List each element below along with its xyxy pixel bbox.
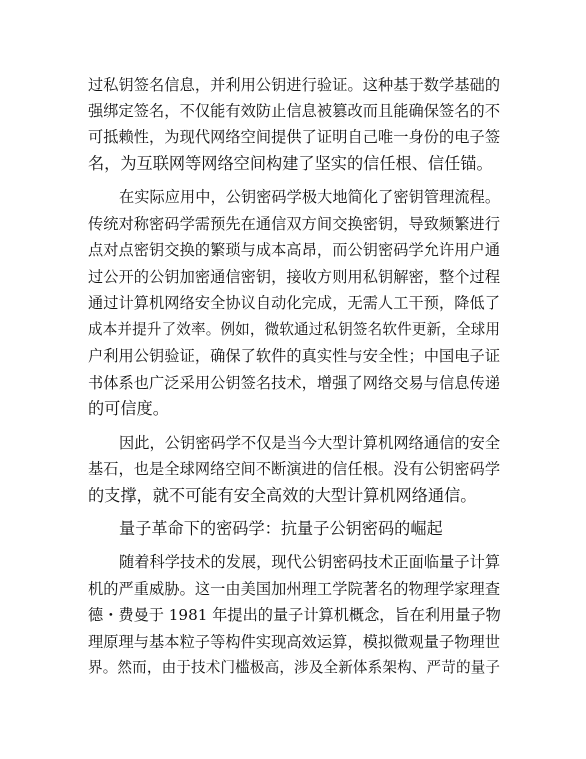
paragraph-first-line: 因此，公钥密码学不仅是当今大型计算机网络通信的安全 [119,434,500,452]
text-line: 过公开的公钥加密通信密钥，接收方则用私钥解密，整个过程 [88,268,500,286]
text-line: 通过计算机网络安全协议自动化完成，无需人工干预，降低了 [88,294,500,312]
text-line: 理原理与基本粒子等构件实现高效运算，模拟微观量子物理世 [88,633,500,651]
text-line: 过私钥签名信息，并利用公钥进行验证。这种基于数学基础的 [88,76,500,94]
section-heading: 量子革命下的密码学：抗量子公钥密码的崛起 [119,519,443,538]
text-line: 基石，也是全球网络空间不断演进的信任根。没有公钥密码学 [88,460,500,478]
text-line: 界。然而，由于技术门槛极高，涉及全新体系架构、严苛的量子 [88,659,500,676]
text-line: 的支撑，就不可能有安全高效的大型计算机网络通信。 [88,486,477,505]
text-line: 点对点密钥交换的繁琐与成本高昂，而公钥密码学允许用户通 [88,241,500,259]
text-line: 机的严重威胁。这一由美国加州理工学院著名的物理学家理查 [88,580,500,598]
text-line: 成本并提升了效率。例如，微软通过私钥签名软件更新，全球用 [88,321,500,338]
text-line: 名，为互联网等网络空间构建了坚实的信任根、信任锚。 [88,154,493,173]
paragraph-first-line: 随着科学技术的发展，现代公钥密码技术正面临量子计算 [119,553,500,571]
text-line: 传统对称密码学需预先在通信双方间交换密钥，导致频繁进行 [88,215,500,233]
text-line: 德・费曼于 1981 年提出的量子计算机概念，旨在利用量子物 [88,606,501,624]
text-line: 可抵赖性，为现代网络空间提供了证明自己唯一身份的电子签 [88,128,500,146]
text-line: 强绑定签名，不仅能有效防止信息被篡改而且能确保签名的不 [88,102,500,120]
text-line: 户利用公钥验证，确保了软件的真实性与安全性；中国电子证 [88,347,500,365]
text-line: 书体系也广泛采用公钥签名技术，增强了网络交易与信息传递 [88,374,500,392]
paragraph-first-line: 在实际应用中，公钥密码学极大地简化了密钥管理流程。 [119,188,500,206]
text-line: 的可信度。 [88,399,169,418]
